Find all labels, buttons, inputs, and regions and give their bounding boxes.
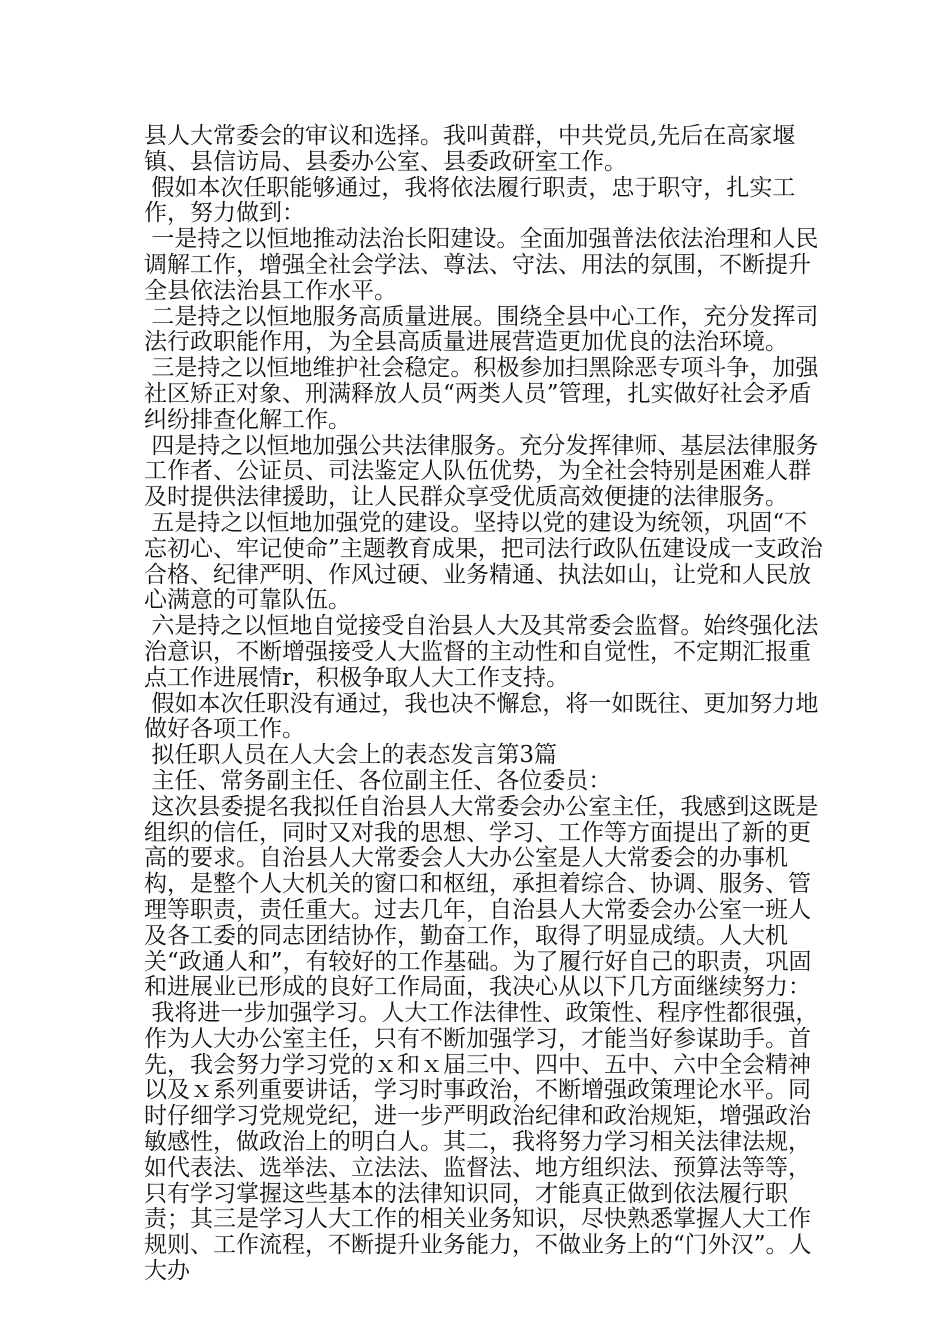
paragraph-point-2: 二是持之以恒地服务高质量进展。围绕全县中心工作，充分发挥司法行政职能作用，为全县高质量进展营造更加优良的法治环境。	[144, 303, 819, 356]
paragraph-closing: 假如本次任职没有通过，我也决不懈怠，将一如既往、更加努力地做好各项工作。	[144, 690, 819, 743]
paragraph-point-6: 六是持之以恒地自觉接受自治县人大及其常委会监督。始终强化法治意识，不断增强接受人大监督的主动性和自觉性，不定期汇报重点工作进展情r，积极争取人大工作支持。	[144, 613, 819, 691]
document-body	[144, 124, 824, 1285]
section-heading: 拟任职人员在人大会上的表态发言第3篇	[144, 742, 557, 769]
paragraph-salutation: 主任、常务副主任、各位副主任、各位委员：	[144, 767, 612, 794]
paragraph-point-5: 五是持之以恒地加强党的建设。坚持以党的建设为统领，巩固“不忘初心、牢记使命”主题教育成果，把司法行政队伍建设成一支政治合格、纪律严明、作风过硬、业务精通、执法如山，让党和人民放心满意的可靠队伍。	[144, 509, 823, 614]
paragraph-point-3: 三是持之以恒地维护社会稳定。积极参加扫黑除恶专项斗争，加强社区矫正对象、刑满释放人员“两类人员”管理，扎实做好社会矛盾纠纷排查化解工作。	[144, 355, 819, 433]
paragraph-point-1: 一是持之以恒地推动法治长阳建设。全面加强普法依法治理和人民调解工作，增强全社会学法、尊法、守法、用法的氛围，不断提升全县依法治县工作水平。	[144, 226, 819, 304]
paragraph-nomination: 这次县委提名我拟任自治县人大常委会办公室主任，我感到这既是组织的信任，同时又对我的思想、学习、工作等方面提出了新的更高的要求。自治县人大常委会人大办公室是人大常委会的办事机构，是整个人大机关的窗口和枢纽，承担着综合、协调、服务、管理等职责，责任重大。过去几年，自治县人大常委会办公室一班人及各工委的同志团结协作，勤奋工作，取得了明显成绩。人大机关“政通人和”，有较好的工作基础。为了履行好自己的职责，巩固和进展业已形成的良好工作局面，我决心从以下几方面继续努力：	[144, 793, 819, 1001]
paragraph-study: 我将进一步加强学习。人大工作法律性、政策性、程序性都很强，作为人大办公室主任，只有不断加强学习，才能当好参谋助手。首先，我会努力学习党的ｘ和ｘ届三中、四中、五中、六中全会精神以及ｘ系列重要讲话，学习时事政治，不断增强政策理论水平。同时仔细学习党规党纪，进一步严明政治纪律和政治规矩，增强政治敏感性，做政治上的明白人。其二，我将努力学习相关法律法规，如代表法、选举法、立法法、监督法、地方组织法、预算法等等，只有学习掌握这些基本的法律知识同，才能真正做到依法履行职责；其三是学习人大工作的相关业务知识，尽快熟悉掌握人大工作规则、工作流程，不断提升业务能力，不做业务上的“门外汉”。人大办	[144, 1000, 819, 1285]
paragraph-commitment: 假如本次任职能够通过，我将依法履行职责，忠于职守，扎实工作，努力做到：	[144, 174, 796, 227]
paragraph-intro: 县人大常委会的审议和选择。我叫黄群，中共党员,先后在高家堰镇、县信访局、县委办公室、县委政研室工作。	[144, 123, 796, 175]
paragraph-point-4: 四是持之以恒地加强公共法律服务。充分发挥律师、基层法律服务工作者、公证员、司法鉴定人队伍优势，为全社会特别是困难人群及时提供法律援助，让人民群众享受优质高效便捷的法律服务。	[144, 432, 819, 511]
